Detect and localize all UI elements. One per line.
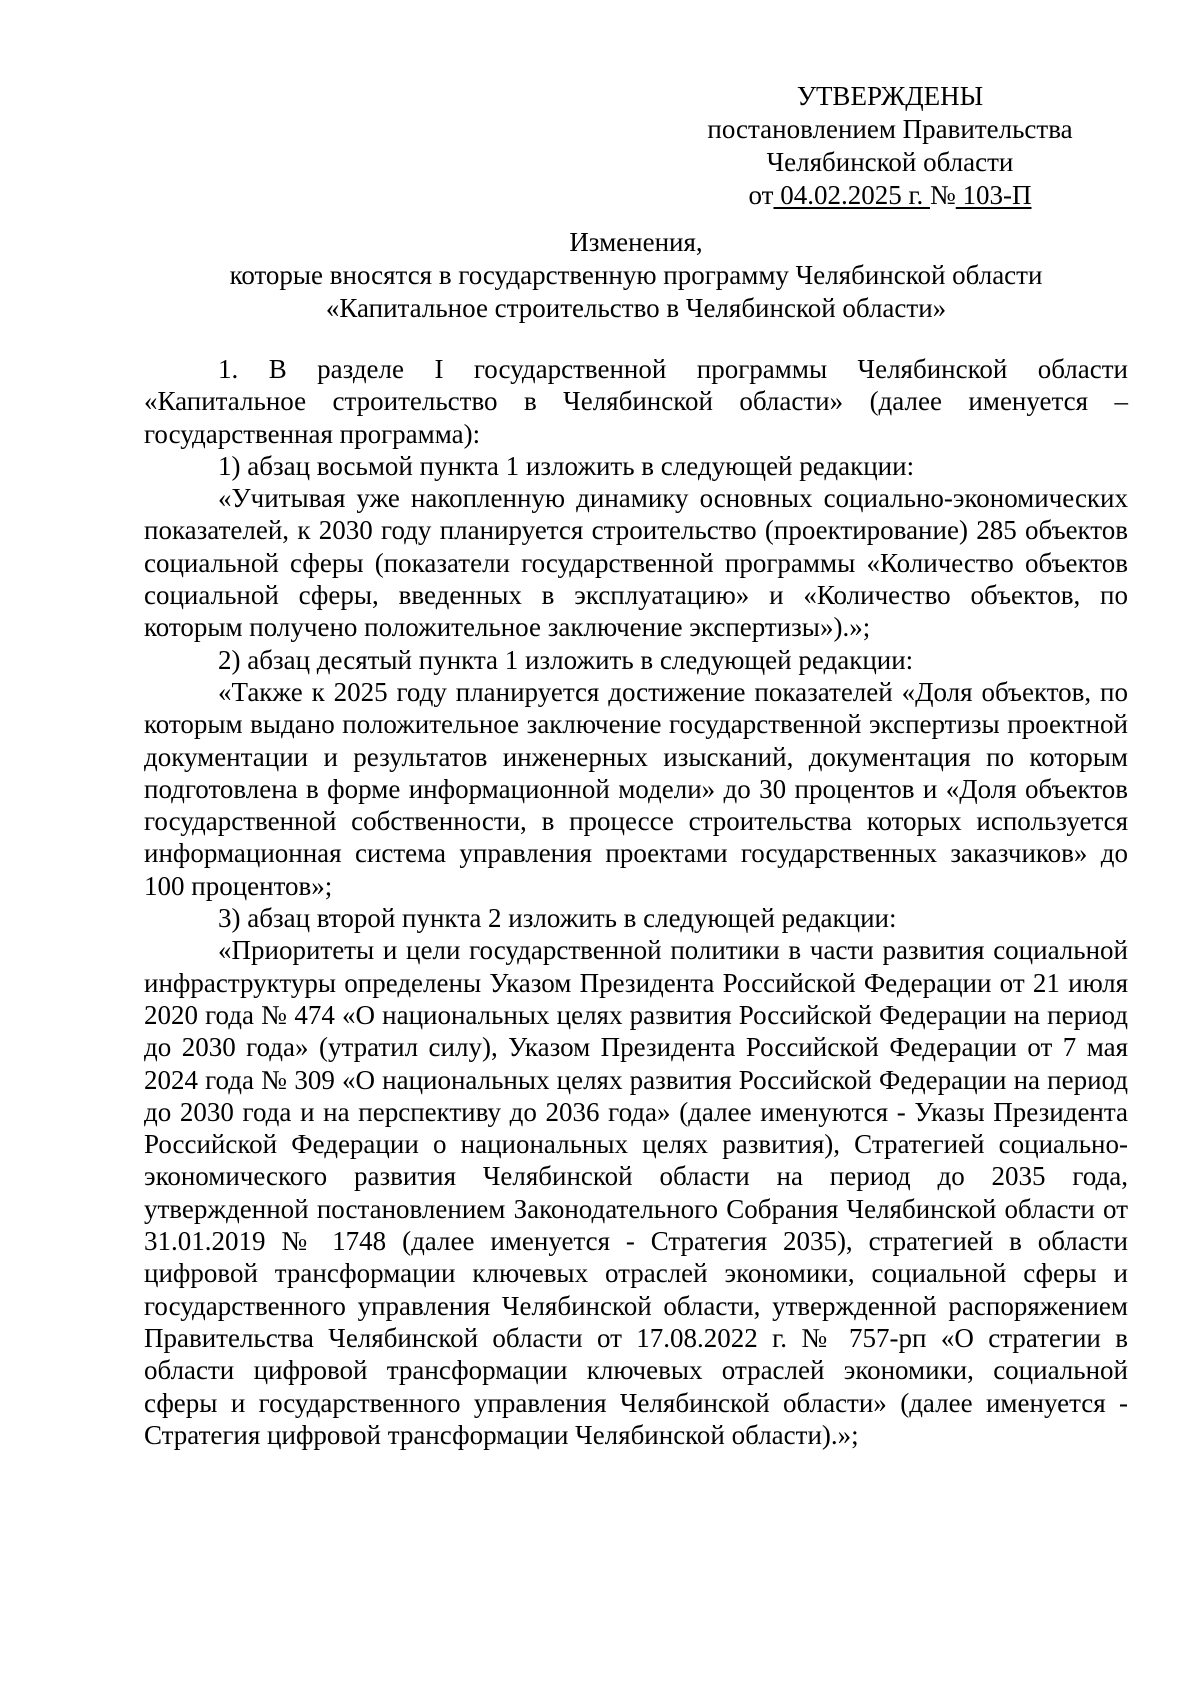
approval-line-2: Челябинской области bbox=[766, 147, 1014, 177]
approval-date-prefix: от bbox=[748, 180, 774, 210]
paragraph-item-1-text: «Учитывая уже накопленную динамику основных социально-экономических показателей, к 2030 году планируется строительство (проектирование) 285 объектов социальной сферы (показатели государственной программы «Количество объектов социальной сферы, введенных в эксплуатацию» и «Количество объектов, по которым получено положительное заключение экспертизы»).»; bbox=[144, 483, 1128, 643]
heading-line-3: «Капитальное строительство в Челябинской области» bbox=[325, 293, 947, 323]
approval-stamp bbox=[660, 80, 1120, 212]
paragraph-item-3-text: «Приоритеты и цели государственной политики в части развития социальной инфраструктуры определены Указом Президента Российской Федерации от 21 июля 2020 года № 474 «О национальных целях развития Российской Федерации на период до 2030 года» (утратил силу), Указом Президента Российской Федерации от 7 мая 2024 года № 309 «О национальных целях развития Российской Федерации на период до 2030 года и на перспективу до 2036 года» (далее именуются - Указы Президента Российской Федерации о национальных целях развития), Стратегией социально-экономического развития Челябинской области на период до 2035 года, утвержденной постановлением Законодательного Собрания Челябинской области от 31.01.2019 № 1748 (далее именуется - Стратегия 2035), стратегией в области цифровой трансформации ключевых отраслей экономики, социальной сферы и государственного управления Челябинской области, утвержденной распоряжением Правительства Челябинской области от 17.08.2022 г. № 757-рп «О стратегии в области цифровой трансформации ключевых отраслей экономики, социальной сферы и государственного управления Челябинской области» (далее именуется - Стратегия цифровой трансформации Челябинской области).»; bbox=[144, 935, 1128, 1450]
approval-title: УТВЕРЖДЕНЫ bbox=[796, 81, 984, 111]
paragraph-item-2-text: «Также к 2025 году планируется достижение показателей «Доля объектов, по которым выдано положительное заключение государственной экспертизы проектной документации и результатов инженерных изысканий, документация по которым подготовлена в форме информационной модели» до 30 процентов и «Доля объектов государственной собственности, в процессе строительства которых используется информационная система управления проектами государственных заказчиков» до 100 процентов»; bbox=[144, 676, 1128, 901]
heading-line-2: которые вносятся в государственную программу Челябинской области bbox=[229, 260, 1043, 290]
paragraph-item-2-header: 2) абзац десятый пункта 1 изложить в следующей редакции: bbox=[218, 644, 914, 675]
document-heading bbox=[144, 226, 1128, 325]
paragraph-section-1-intro: 1. В разделе I государственной программы Челябинской области «Капитальное строительство в Челябинской области» (далее именуется – государственная программа): bbox=[144, 354, 1128, 449]
approval-number: 103-П bbox=[955, 180, 1032, 210]
approval-date: 04.02.2025 г. bbox=[773, 180, 930, 210]
approval-line-1: постановлением Правительства bbox=[707, 114, 1073, 144]
heading-line-1: Изменения, bbox=[569, 227, 703, 257]
document-body bbox=[144, 353, 1128, 1451]
approval-date-line bbox=[660, 179, 1120, 212]
paragraph-item-1-header: 1) абзац восьмой пункта 1 изложить в следующей редакции: bbox=[218, 450, 915, 481]
paragraph-item-3-header: 3) абзац второй пункта 2 изложить в следующей редакции: bbox=[218, 903, 897, 934]
approval-number-sign: № bbox=[929, 180, 956, 210]
